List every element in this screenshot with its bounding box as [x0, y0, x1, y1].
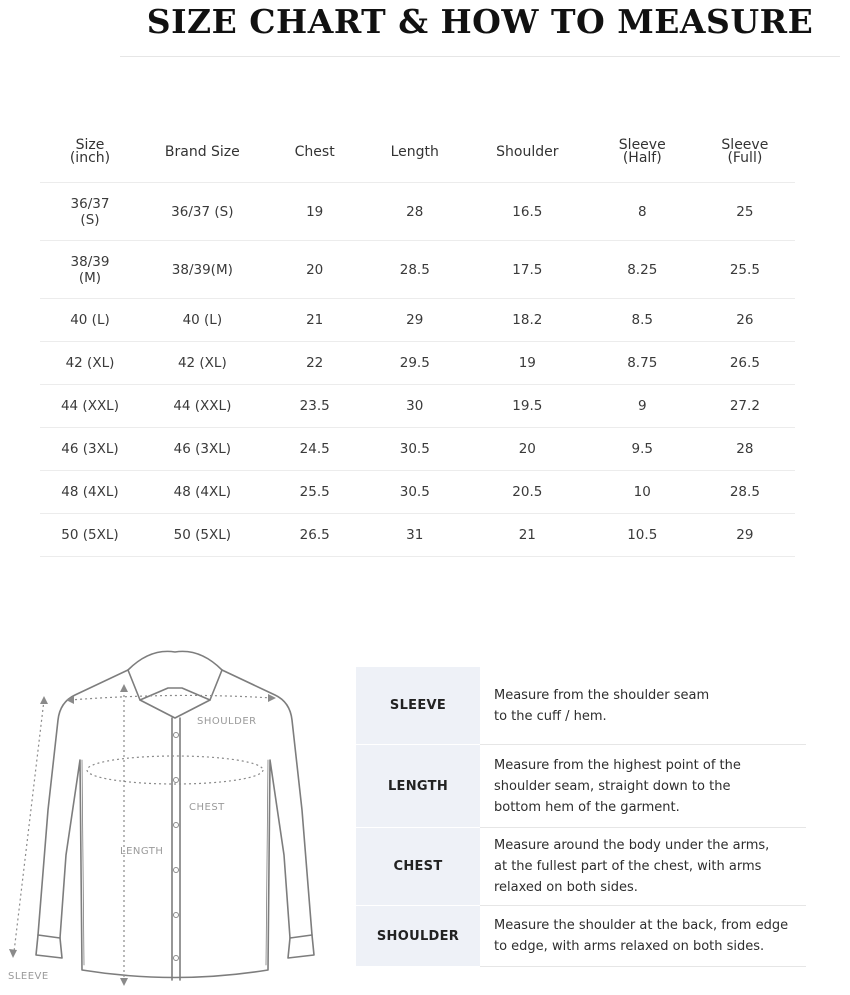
header-text: (Full): [727, 150, 763, 166]
cell-shoulder: 16.5: [465, 183, 590, 241]
cell-text: 36/37: [70, 195, 110, 212]
cell-sleeve-half: 8: [590, 183, 695, 241]
cell-brand-size: 40 (L): [140, 299, 265, 342]
cell-shoulder: 19.5: [465, 385, 590, 428]
guide-description-length: [480, 745, 806, 828]
sleeve-label: SLEEVE: [8, 971, 49, 982]
cell-sleeve-full: 26.5: [695, 342, 795, 385]
header-text: Sleeve: [618, 137, 666, 153]
guide-label-length: LENGTH: [356, 745, 480, 828]
header-text: (Half): [622, 150, 662, 166]
table-row: [40, 514, 795, 557]
cell-size-inch: [40, 428, 140, 471]
cell-brand-size: 42 (XL): [140, 342, 265, 385]
cell-length: 30: [365, 385, 465, 428]
shoulder-label: SHOULDER: [197, 716, 257, 727]
table-header-row: [40, 122, 795, 183]
guide-description-chest: [480, 828, 806, 906]
cell-sleeve-half: 8.5: [590, 299, 695, 342]
guide-label-chest: CHEST: [356, 828, 480, 906]
cell-chest: 23.5: [265, 385, 365, 428]
cell-sleeve-half: 9.5: [590, 428, 695, 471]
cell-length: 30.5: [365, 428, 465, 471]
cell-sleeve-full: 25: [695, 183, 795, 241]
cell-shoulder: 19: [465, 342, 590, 385]
cell-length: 28.5: [365, 241, 465, 299]
cell-chest: 25.5: [265, 471, 365, 514]
cell-sleeve-full: 26: [695, 299, 795, 342]
guide-label-shoulder: SHOULDER: [356, 906, 480, 967]
cell-shoulder: 21: [465, 514, 590, 557]
cell-text: (S): [80, 211, 100, 228]
guide-description-line: at the fullest part of the chest, with arms: [494, 859, 762, 874]
header-text: Chest: [294, 143, 335, 160]
cell-text: 40 (L): [70, 312, 110, 328]
guide-description-shoulder: [480, 906, 806, 967]
guide-description-line: relaxed on both sides.: [494, 880, 638, 895]
measurement-guide-table: [356, 667, 806, 967]
cell-length: 28: [365, 183, 465, 241]
header-text: Brand Size: [164, 143, 240, 160]
cell-text: 44 (XXL): [60, 398, 119, 414]
size-chart-table: [40, 122, 795, 557]
shirt-measurement-diagram: [0, 640, 350, 995]
cell-shoulder: 20.5: [465, 471, 590, 514]
cell-length: 31: [365, 514, 465, 557]
cell-size-inch: [40, 183, 140, 241]
cell-chest: 26.5: [265, 514, 365, 557]
cell-size-inch: [40, 241, 140, 299]
cell-sleeve-full: 28.5: [695, 471, 795, 514]
header-brand-size: [140, 122, 265, 183]
cell-size-inch: [40, 342, 140, 385]
cell-shoulder: 18.2: [465, 299, 590, 342]
cell-size-inch: [40, 514, 140, 557]
cell-text: 50 (5XL): [61, 527, 119, 543]
header-text: Shoulder: [496, 143, 559, 160]
cell-shoulder: 17.5: [465, 241, 590, 299]
header-chest: [265, 122, 365, 183]
cell-size-inch: [40, 385, 140, 428]
cell-size-inch: [40, 299, 140, 342]
guide-description-line: to the cuff / hem.: [494, 708, 607, 724]
table-row: [40, 385, 795, 428]
title-divider: [120, 56, 840, 57]
cell-sleeve-full: 28: [695, 428, 795, 471]
header-text: (inch): [69, 150, 111, 166]
cell-brand-size: 46 (3XL): [140, 428, 265, 471]
guide-description-line: bottom hem of the garment.: [494, 799, 680, 815]
table-row: [40, 428, 795, 471]
guide-description-line: Measure from the shoulder seam: [494, 687, 710, 703]
cell-sleeve-half: 10.5: [590, 514, 695, 557]
guide-description-line: to edge, with arms relaxed on both sides.: [494, 939, 765, 954]
cell-text: (M): [78, 269, 102, 286]
cell-chest: 19: [265, 183, 365, 241]
table-row: [40, 241, 795, 299]
guide-description-line: shoulder seam, straight down to the: [494, 778, 731, 794]
cell-text: 48 (4XL): [61, 484, 119, 500]
cell-brand-size: 50 (5XL): [140, 514, 265, 557]
header-text: Length: [390, 143, 439, 160]
guide-description-line: Measure the shoulder at the back, from edge: [494, 918, 789, 933]
table-row: [40, 471, 795, 514]
cell-sleeve-half: 9: [590, 385, 695, 428]
guide-description-sleeve: [480, 667, 806, 745]
header-text: Sleeve: [721, 137, 769, 153]
guide-label-sleeve: SLEEVE: [356, 667, 480, 745]
header-shoulder: [465, 122, 590, 183]
cell-shoulder: 20: [465, 428, 590, 471]
cell-sleeve-full: 27.2: [695, 385, 795, 428]
chest-label: CHEST: [189, 802, 225, 813]
cell-brand-size: 44 (XXL): [140, 385, 265, 428]
page-title: SIZE CHART & HOW TO MEASURE: [146, 2, 814, 41]
cell-length: 29: [365, 299, 465, 342]
table-row: [40, 342, 795, 385]
cell-sleeve-half: 10: [590, 471, 695, 514]
cell-chest: 20: [265, 241, 365, 299]
table-row: [40, 183, 795, 241]
header-text: Size: [75, 137, 105, 153]
cell-length: 30.5: [365, 471, 465, 514]
cell-size-inch: [40, 471, 140, 514]
header-size-inch: [40, 122, 140, 183]
header-length: [365, 122, 465, 183]
cell-text: 38/39: [70, 253, 110, 270]
cell-chest: 22: [265, 342, 365, 385]
length-label: LENGTH: [120, 846, 164, 857]
header-sleeve-full: [695, 122, 795, 183]
cell-text: 42 (XL): [65, 355, 115, 371]
cell-length: 29.5: [365, 342, 465, 385]
cell-brand-size: 48 (4XL): [140, 471, 265, 514]
table-row: [40, 299, 795, 342]
cell-sleeve-full: 29: [695, 514, 795, 557]
cell-chest: 21: [265, 299, 365, 342]
table-body: [40, 183, 795, 557]
shirt-illustration: [0, 640, 350, 995]
guide-description-line: Measure around the body under the arms,: [494, 838, 770, 853]
cell-brand-size: 38/39(M): [140, 241, 265, 299]
cell-chest: 24.5: [265, 428, 365, 471]
cell-sleeve-full: 25.5: [695, 241, 795, 299]
header-sleeve-half: [590, 122, 695, 183]
cell-text: 46 (3XL): [61, 441, 119, 457]
cell-brand-size: 36/37 (S): [140, 183, 265, 241]
cell-sleeve-half: 8.25: [590, 241, 695, 299]
guide-description-line: Measure from the highest point of the: [494, 757, 741, 773]
cell-sleeve-half: 8.75: [590, 342, 695, 385]
